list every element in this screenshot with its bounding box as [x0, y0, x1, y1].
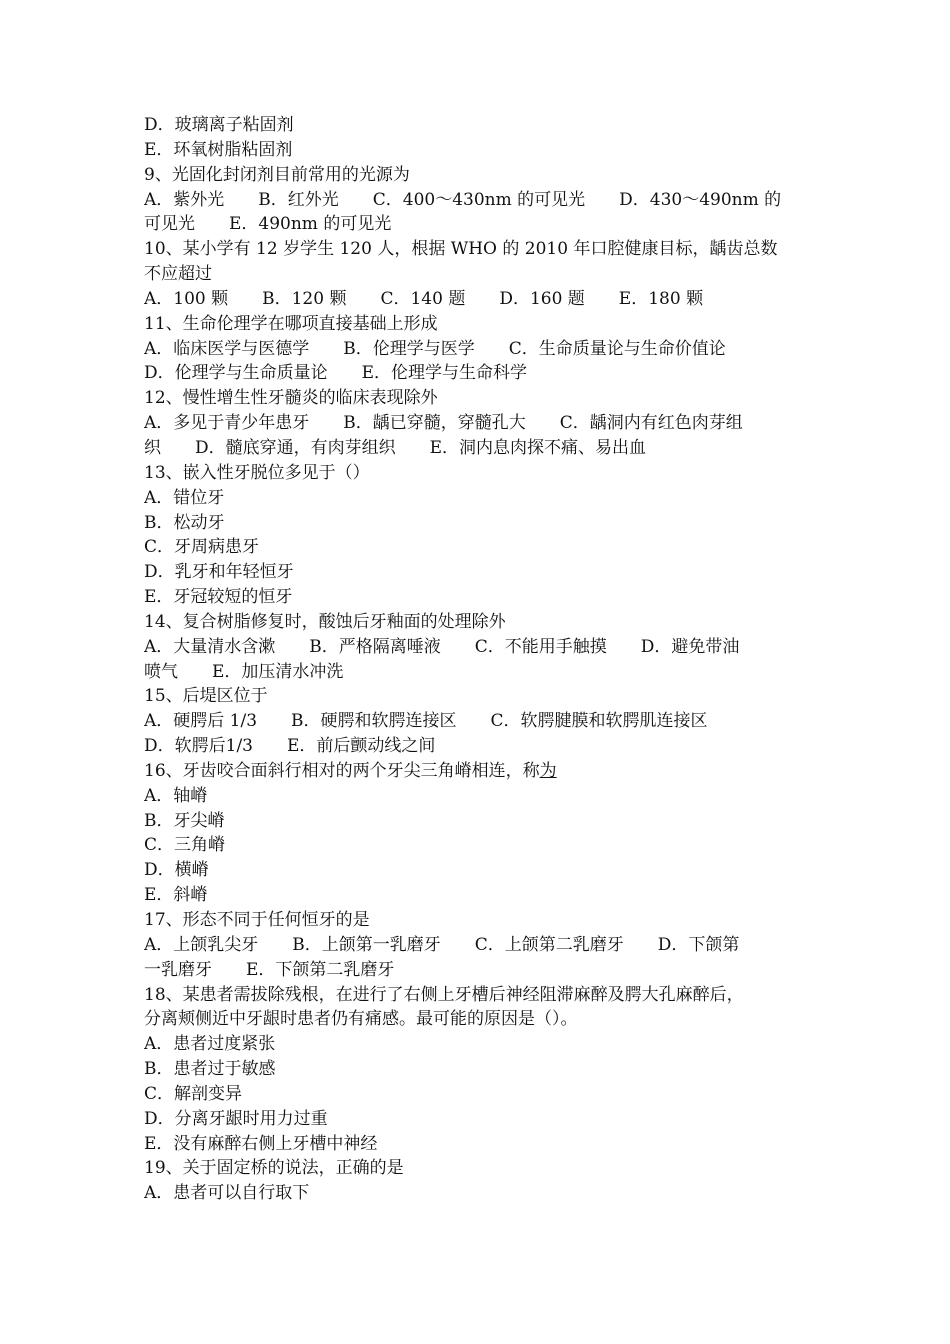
text-line: 分离颊侧近中牙龈时患者仍有痛感。最可能的原因是（）。	[144, 1009, 578, 1030]
text-line: 12、慢性增生性牙髓炎的临床表现除外	[144, 388, 438, 409]
text-line: A．多见于青少年患牙 B．龋已穿髓，穿髓孔大 C．龋洞内有红色肉芽组	[144, 413, 743, 434]
document-text	[144, 113, 808, 1206]
text-line: A．100 颗 B．120 颗 C．140 题 D．160 题 E．180 颗	[144, 288, 704, 309]
text-line: 11、生命伦理学在哪项直接基础上形成	[144, 313, 438, 334]
text-line: D．玻璃离子粘固剂	[144, 115, 294, 135]
text-line: 14、复合树脂修复时，酸蚀后牙釉面的处理除外	[144, 611, 506, 632]
text-line: 10、某小学有 12 岁学生 120 人，根据 WHO 的 2010 年口腔健康目标，龋齿总数	[144, 239, 778, 260]
text-line	[144, 759, 808, 784]
text-line: D．软腭后1/3 E．前后颤动线之间	[144, 736, 436, 757]
text-line: 织 D．髓底穿通，有肉芽组织 E．洞内息肉探不痛、易出血	[144, 437, 647, 458]
text-line: A．临床医学与医德学 B．伦理学与医学 C．生命质量论与生命价值论	[144, 338, 726, 359]
text-line: D．乳牙和年轻恒牙	[144, 562, 294, 583]
text-line: 不应超过	[144, 264, 212, 285]
text-line: C．牙周病患牙	[144, 537, 260, 558]
text-line: C．三角嵴	[144, 835, 226, 856]
text-line: 9、光固化封闭剂目前常用的光源为	[144, 164, 410, 185]
text-line: E．斜嵴	[144, 885, 208, 906]
text-line: C．解剖变异	[144, 1083, 243, 1104]
text-line: B．牙尖嵴	[144, 810, 225, 831]
text-line: 可见光 E．490nm 的可见光	[144, 214, 392, 235]
text-line: B．松动牙	[144, 512, 225, 533]
text-line: 13、嵌入性牙脱位多见于（）	[144, 462, 370, 483]
text-line: A．上颌乳尖牙 B．上颌第一乳磨牙 C．上颌第二乳磨牙 D．下颌第	[144, 934, 740, 955]
text-line: 喷气 E．加压清水冲洗	[144, 661, 344, 682]
text-line: E．环氧树脂粘固剂	[144, 139, 293, 160]
text-line: A．患者可以自行取下	[144, 1183, 310, 1204]
text-line: D．分离牙龈时用力过重	[144, 1108, 328, 1129]
text-line: 19、关于固定桥的说法，正确的是	[144, 1158, 404, 1179]
text-line: 17、形态不同于任何恒牙的是	[144, 910, 370, 930]
text-line: A．紫外光 B．红外光 C．400～430nm 的可见光 D．430～490nm 的	[144, 189, 782, 210]
text-line: A．大量清水含漱 B．严格隔离唾液 C．不能用手触摸 D．避免带油	[144, 636, 740, 657]
text-line: 18、某患者需拔除残根，在进行了右侧上牙槽后神经阻滞麻醉及腭大孔麻醉后，	[144, 984, 744, 1005]
text-line: D．伦理学与生命质量论 E．伦理学与生命科学	[144, 363, 528, 384]
text-line: 一乳磨牙 E．下颌第二乳磨牙	[144, 959, 395, 980]
text-line: B．患者过于敏感	[144, 1059, 276, 1080]
text-line: A．硬腭后 1/3 B．硬腭和软腭连接区 C．软腭腱膜和软腭肌连接区	[144, 711, 708, 732]
text-line: A．患者过度紧张	[144, 1034, 276, 1055]
text-line: A．轴嵴	[144, 785, 208, 806]
underlined-text: 为	[539, 760, 557, 781]
text-line-main: 16、牙齿咬合面斜行相对的两个牙尖三角嵴相连，称	[144, 760, 540, 781]
text-line: A．错位牙	[144, 487, 225, 508]
text-line: 15、后堤区位于	[144, 686, 268, 707]
text-line: E．没有麻醉右侧上牙槽中神经	[144, 1133, 378, 1154]
text-line: E．牙冠较短的恒牙	[144, 587, 293, 608]
text-line: D．横嵴	[144, 860, 209, 881]
